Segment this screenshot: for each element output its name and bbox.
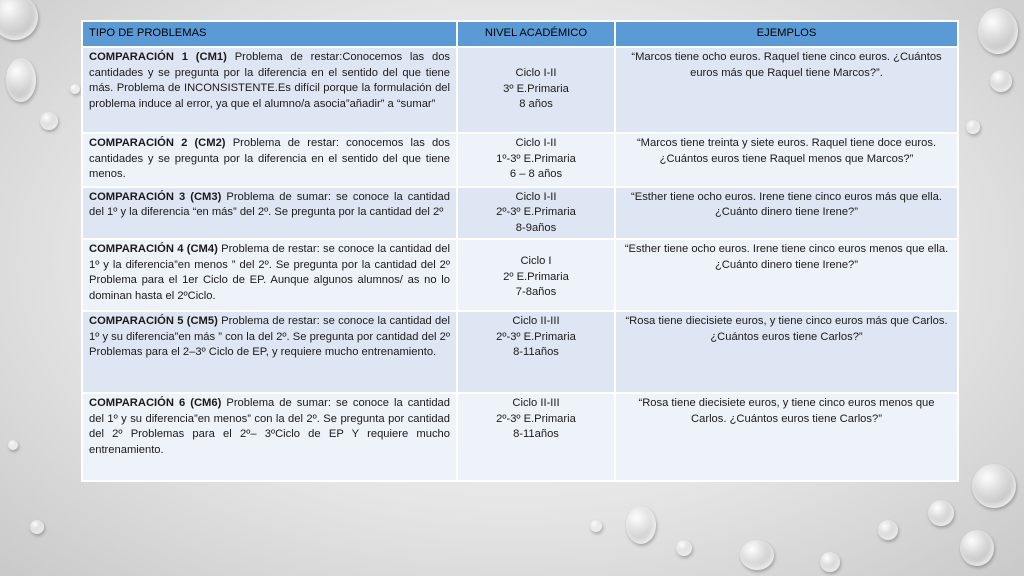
level-cycle: Ciclo I [520,255,552,267]
water-drop [990,70,1012,92]
problem-type-cell [82,239,457,311]
table-row [82,133,958,187]
level-cycle: Ciclo II-III [512,397,560,409]
problem-description: Problema de sumar: se conoce la cantidad del 1º y la diferencia “en más” del 2º. Se pregunta por la cantidad del 2º [89,190,451,218]
problem-type-cell [82,47,457,133]
level-age: 7-8años [515,286,557,298]
level-cycle: Ciclo II-III [512,315,560,327]
water-drop [878,520,898,540]
table-row [82,311,958,393]
example-cell: “Marcos tiene ocho euros. Raquel tiene cinco euros. ¿Cuántos euros más que Raquel tiene Marcos?”. [615,47,958,133]
level-age: 8-9años [515,221,557,234]
water-drop [820,552,840,572]
header-ejemplos: EJEMPLOS [615,21,958,47]
problem-title: COMPARACIÓN 1 (CM1) [89,51,227,63]
problem-type-cell [82,187,457,240]
problem-title: COMPARACIÓN 2 (CM2) [89,137,226,149]
header-nivel: NIVEL ACADÉMICO [457,21,615,47]
problem-description: Problema de restar: se conoce la cantidad del 1º y su diferencia”en más ” con la del 2º. Se pregunta por cantidad del 2º Problemas para el 2–3º Ciclo de EP, y requiere mucho entrenamiento. [89,315,450,358]
header-tipo: TIPO DE PROBLEMAS [82,21,457,47]
water-drop [0,0,38,40]
level-cell [457,187,615,240]
level-grade: 2º E.Primaria [503,270,569,283]
water-drop [960,530,994,566]
level-grade: 2º-3º E.Primaria [496,206,576,218]
level-age: 8-11años [513,346,559,358]
level-cycle: Ciclo I-II [515,190,557,203]
water-drop [740,540,774,570]
table-row [82,393,958,481]
water-drop [40,112,58,130]
water-drop [8,440,18,450]
problem-title: COMPARACIÓN 4 (CM4) [89,243,218,255]
example-cell: “Marcos tiene treinta y siete euros. Raquel tiene doce euros. ¿Cuántos euros tiene Raquel menos que Marcos?” [615,133,958,187]
problem-description: Problema de restar: se conoce la cantidad del 1º y la diferencia”en menos ” del 2º. Se pregunta por la cantidad del 2º Problema para el 1er Ciclo de EP. Aunque algunos alumnos/ as no lo dominan hasta el 2ºCiclo. [89,243,450,302]
problem-title: COMPARACIÓN 3 (CM3) [89,190,222,203]
table-row [82,239,958,311]
example-cell: “Rosa tiene diecisiete euros, y tiene cinco euros menos que Carlos. ¿Cuántos euros tiene Carlos?” [615,393,958,481]
level-age: 8-11años [513,428,559,440]
problems-table [81,20,959,482]
level-cycle: Ciclo I-II [515,137,557,149]
problem-title: COMPARACIÓN 5 (CM5) [89,315,218,327]
level-grade: 2º-3º E.Primaria [496,330,576,343]
level-age: 6 – 8 años [509,168,563,180]
problem-title: COMPARACIÓN 6 (CM6) [89,397,222,409]
example-cell: “Rosa tiene diecisiete euros, y tiene cinco euros más que Carlos. ¿Cuántos euros tiene Carlos?” [615,311,958,393]
problem-type-cell [82,133,457,187]
water-drop [966,120,980,134]
table-row [82,187,958,240]
table-header-row [82,21,958,47]
table-row [82,47,958,133]
problem-description: Problema de restar: conocemos las dos cantidades y se pregunta por la diferencia en el sentido del que tiene menos. [89,137,451,180]
level-cell [457,311,615,393]
example-cell: “Esther tiene ocho euros. Irene tiene cinco euros menos que ella. ¿Cuánto dinero tiene Irene?” [615,239,958,311]
problem-type-cell [82,393,457,481]
level-cell [457,239,615,311]
level-grade: 3º E.Primaria [503,82,569,95]
problem-description: Problema de restar:Conocemos las dos cantidades y se pregunta por la diferencia en el sentido del que tiene más. Problema de INCONSISTENTE.Es difícil porque la formulación del problema induce al error, ya que el alumno/a asocia”añadir” a “sumar” [89,51,451,110]
water-drop [6,58,36,102]
water-drop [30,520,44,534]
level-cell [457,133,615,187]
level-grade: 2º-3º E.Primaria [496,412,576,425]
water-drop [626,506,656,544]
water-drop [928,500,954,526]
level-age: 8 años [519,98,553,110]
water-drop [978,8,1018,54]
level-cell [457,47,615,133]
water-drop [70,84,80,94]
level-grade: 1º-3º E.Primaria [496,152,576,165]
problem-type-cell [82,311,457,393]
example-cell: “Esther tiene ocho euros. Irene tiene cinco euros más que ella. ¿Cuánto dinero tiene Irene?” [615,187,958,240]
water-drop [972,464,1016,508]
problem-description: Problema de sumar: se conoce la cantidad del 1º y su diferencia”en menos” con la del 2º. Se pregunta por cantidad del 2º Problemas para el 2º– 3ºCiclo de EP Y requiere mucho entrenamiento. [89,397,451,456]
level-cell [457,393,615,481]
water-drop [590,520,602,532]
water-drop [676,540,692,556]
level-cycle: Ciclo I-II [515,67,557,79]
